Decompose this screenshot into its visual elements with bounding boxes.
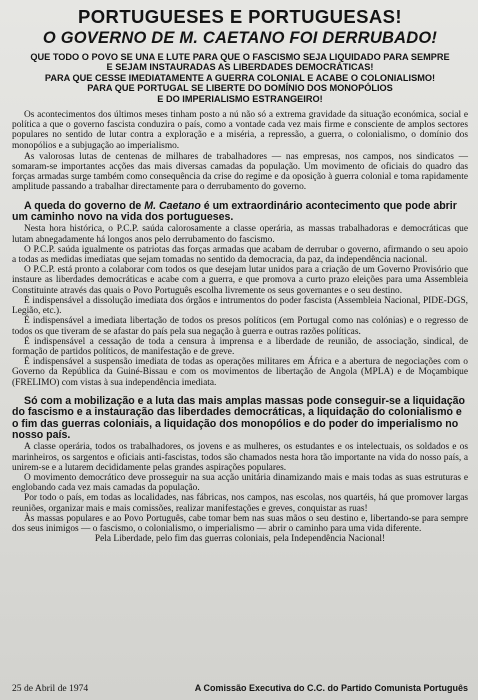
slogans-block [12,52,468,104]
closing-line: Pela Liberdade, pelo fim das guerras coloniais, pela Independência Nacional! [94,534,386,545]
date-line: 25 de Abril de 1974 [12,683,89,694]
section-mobilization [12,396,468,545]
page-title: PORTUGUESES E PORTUGUESAS! [78,6,402,27]
slogan-line: PARA QUE CESSE IMEDIATAMENTE A GUERRA COLONIAL E ACABE O COLONIALISMO! [44,72,436,83]
intro-section [12,110,468,193]
body-paragraph: É indispensável a dissolução imediata dos órgãos e intrumentos do poder fascista (Assembleia Nacional, PIDE-DGS, Legião, etc.). [12,295,468,317]
section-heading-text: é um extraordinário acontecimento que pode abrir um caminho novo na vida dos portugueses. [12,199,457,224]
section-heading [12,201,468,224]
body-paragraph: O movimento democrático deve prosseguir na sua acção unitária dinamizando mais e mais todas as suas estruturas e englobando cada vez mais camadas da população. [12,472,468,494]
section-heading-text: A queda do governo de [24,199,145,212]
section-caetano-fall [12,201,468,388]
body-paragraph: Às massas populares e ao Povo Português, cabe tomar bem nas suas mãos o seu destino e, libertando-se para sempre dos seus inimigos — o fascismo, o colonialismo, o imperialismo — abrir o caminho para uma vida diferente. [12,513,468,534]
body-paragraph: Por todo o país, em todas as localidades, nas fábricas, nos campos, nas escolas, nos quartéis, há que promover largas reuniões, organizar mais e mais comissões, realizar manifestações e greves, conquistar as ruas! [12,493,468,514]
body-paragraph: A classe operária, todos os trabalhadores, os jovens e as mulheres, os estudantes e os intelectuais, os soldados e os marinheiros, os sargentos e oficiais anti-fascistas, todos são chamados nesta hora tão importante na vida do nosso país, a unirem-se e a lutarem decididamente pelas grandes aspirações populares. [12,442,468,473]
slogan-line: QUE TODO O POVO SE UNA E LUTE PARA QUE O FASCISMO SEJA LIQUIDADO PARA SEMPRE [30,52,450,62]
section-heading-name: M. Caetano [144,199,201,212]
slogan-line: PARA QUE PORTUGAL SE LIBERTE DO DOMÍNIO DOS MONOPÓLIOS [87,83,393,94]
body-paragraph: O P.C.P. saúda igualmente os patriotas das forças armadas que acabam de derrubar o governo, afirmando o seu apoio a todas as medidas imediatas que sejam tomadas no sentido da democracia, da paz, da independência nacional. [12,244,468,266]
section-heading: Só com a mobilização e a luta das mais amplas massas pode conseguir-se a liquidação do fascismo e a instauração das liberdades democráticas, a liquidação do colonialismo e o fim das guerras coloniais, a liquidação dos monopólios e do poder do imperialismo no nosso país. [12,394,465,441]
body-paragraph: O P.C.P. está pronto a colaborar com todos os que desejam lutar unidos para a criação de um Governo Provisório que instaure as liberdades democráticas e acabe com a guerra, e que promova a curto prazo eleições para uma Assembleia Constituinte através das quais o Povo Português escolha livremente os seus governantes e o seu destino. [12,265,468,296]
body-paragraph: É indispensável a imediata libertação de todos os presos políticos (em Portugal como nas colónias) e o regresso de todos os que tiveram de se afastar do país pela sua negação à guerra e outras razões políticas. [12,316,468,337]
slogan-line: E SEJAM INSTAURADAS AS LIBERDADES DEMOCRÁTICAS! [106,62,374,73]
body-paragraph: Nesta hora histórica, o P.C.P. saúda calorosamente a classe operária, as massas trabalhadoras e democráticas que lutam abnegadamente há longos anos pelo derrubamento do fascismo. [12,224,468,245]
body-paragraph: É indispensável a suspensão imediata de todas as operações militares em África e a abertura de negociações com o Governo da República da Guiné-Bissau e com os movimentos de libertação de Angola (MPLA) e de Moçambique (FRELIMO) com vistas à sua independência imediata. [12,357,468,388]
intro-paragraph: As valorosas lutas de centenas de milhares de trabalhadores — nas empresas, nos campos, nos sindicatos — somaram-se importantes acções das mais diversas camadas da população. Um movimento de oficiais do quadro das forças armadas surge também como consequência da crise do regime e da oposição à guerra colonial e toma rapidamente amplitude passando a trabalhar directamente para o derrubamento do governo. [12,151,468,193]
footer [12,683,468,694]
body-paragraph: É indispensável a cessação de toda a censura à imprensa e a liberdade de reunião, de associação, sindical, de formação de partidos políticos, de manifestação e de greve. [12,336,468,357]
intro-paragraph: Os acontecimentos dos últimos meses tinham posto a nú não só a extrema gravidade da situação económica, social e política a que o governo fascista conduzira o país, como a vontade cada vez mais firme e consciente de amplos sectores populares no sentido de lutar contra a exploração e a miséria, a repressão, a guerra, o colonialismo, o domínio dos monopólios e a subjugação ao imperialismo. [12,110,468,151]
slogan-line: E DO IMPERIALISMO ESTRANGEIRO! [157,93,323,104]
page-subtitle: O GOVERNO DE M. CAETANO FOI DERRUBADO! [42,29,438,47]
signature: A Comissão Executiva do C.C. do Partido Comunista Português [194,683,468,693]
